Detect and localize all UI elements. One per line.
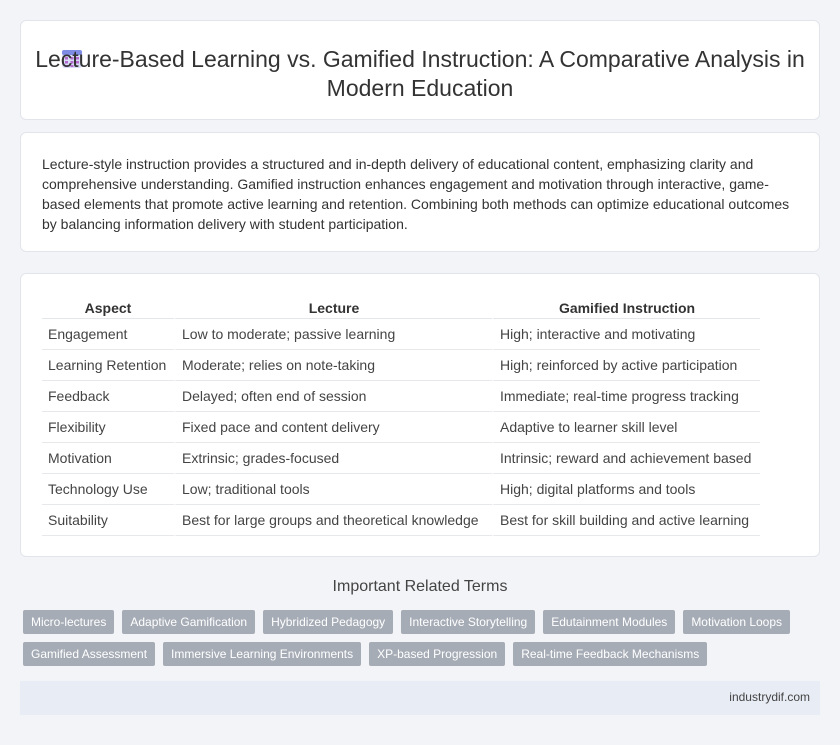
table-row — [42, 474, 760, 505]
table-cell: Best for skill building and active learning — [492, 505, 760, 536]
table-row — [42, 381, 760, 412]
table-row — [42, 443, 760, 474]
column-header-gamified: Gamified Instruction — [492, 297, 760, 319]
tag-motivation-loops[interactable]: Motivation Loops — [683, 610, 790, 634]
comparison-table-card — [20, 273, 820, 557]
table-cell: Delayed; often end of session — [174, 381, 492, 412]
table-cell: Adaptive to learner skill level — [492, 412, 760, 443]
table-cell: Learning Retention — [42, 350, 174, 381]
column-header-lecture: Lecture — [174, 297, 492, 319]
table-cell: High; reinforced by active participation — [492, 350, 760, 381]
tag-hybridized-pedagogy[interactable]: Hybridized Pedagogy — [263, 610, 393, 634]
table-cell: Low; traditional tools — [174, 474, 492, 505]
table-row — [42, 412, 760, 443]
table-cell: Low to moderate; passive learning — [174, 319, 492, 350]
table-row — [42, 319, 760, 350]
tag-micro-lectures[interactable]: Micro-lectures — [23, 610, 114, 634]
table-cell: Engagement — [42, 319, 174, 350]
footer-bar — [20, 681, 820, 715]
related-terms-tags — [23, 610, 803, 666]
tag-adaptive-gamification[interactable]: Adaptive Gamification — [122, 610, 255, 634]
table-cell: Extrinsic; grades-focused — [174, 443, 492, 474]
table-cell: Motivation — [42, 443, 174, 474]
table-cell: Flexibility — [42, 412, 174, 443]
column-header-aspect: Aspect — [42, 297, 174, 319]
intro-paragraph: Lecture-style instruction provides a structured and in-depth delivery of educational content, emphasizing clarity and comprehensive understanding. Gamified instruction enhances engagement and motivation through interactive, game-based elements that promote active learning and retention. Combining both methods can optimize educational outcomes by balancing information delivery with student participation. — [42, 156, 790, 232]
table-cell: High; interactive and motivating — [492, 319, 760, 350]
tag-real-time-feedback-mechanisms[interactable]: Real-time Feedback Mechanisms — [513, 642, 707, 666]
table-row — [42, 505, 760, 536]
page-title — [21, 45, 819, 103]
table-cell: Best for large groups and theoretical knowledge — [174, 505, 492, 536]
tag-gamified-assessment[interactable]: Gamified Assessment — [23, 642, 155, 666]
tag-interactive-storytelling[interactable]: Interactive Storytelling — [401, 610, 535, 634]
table-row — [42, 350, 760, 381]
page-title-text: Lecture-Based Learning vs. Gamified Instruction: A Comparative Analysis in Modern Education — [35, 46, 805, 101]
table-cell: Fixed pace and content delivery — [174, 412, 492, 443]
table-header-row — [42, 297, 760, 319]
table-cell: Immediate; real-time progress tracking — [492, 381, 760, 412]
table-cell: Technology Use — [42, 474, 174, 505]
table-cell: Intrinsic; reward and achievement based — [492, 443, 760, 474]
tag-xp-based-progression[interactable]: XP-based Progression — [369, 642, 505, 666]
tag-immersive-learning-environments[interactable]: Immersive Learning Environments — [163, 642, 361, 666]
footer-site-link[interactable]: industrydif.com — [729, 690, 810, 704]
tag-edutainment-modules[interactable]: Edutainment Modules — [543, 610, 675, 634]
intro-card — [20, 132, 820, 252]
table-cell: Suitability — [42, 505, 174, 536]
table-cell: Feedback — [42, 381, 174, 412]
table-cell: Moderate; relies on note-taking — [174, 350, 492, 381]
table-cell: High; digital platforms and tools — [492, 474, 760, 505]
header-card — [20, 20, 820, 120]
related-terms-title: Important Related Terms — [332, 578, 508, 595]
comparison-table — [42, 297, 760, 536]
